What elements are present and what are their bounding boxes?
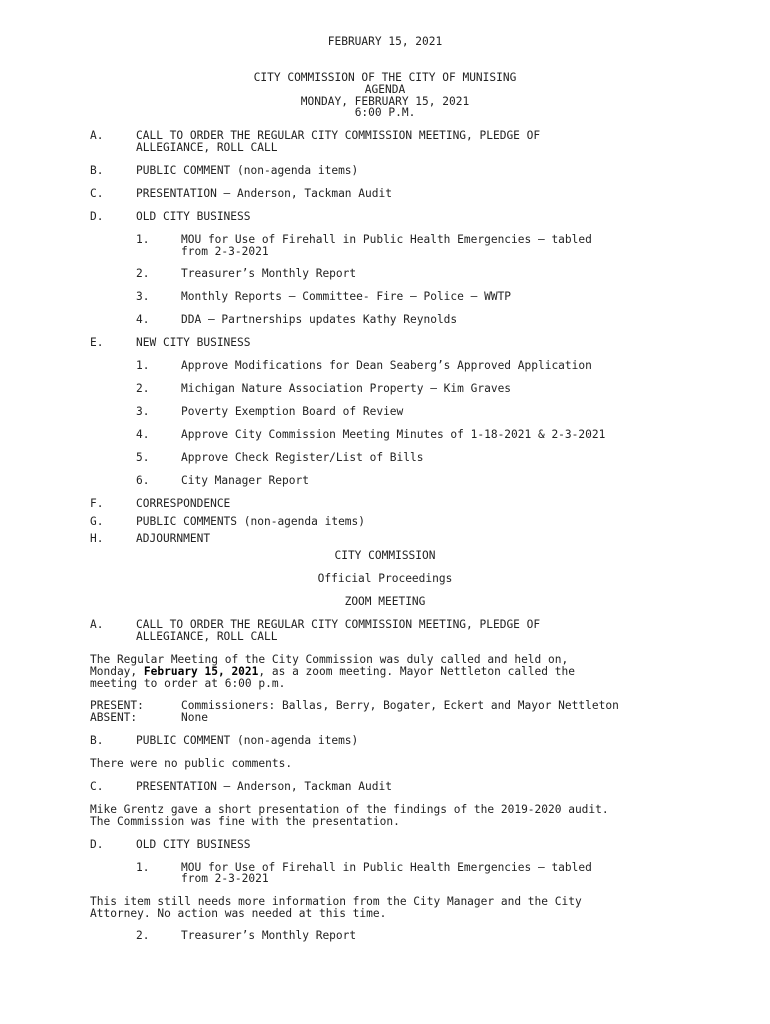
proc-b-text: There were no public comments. [90, 757, 293, 770]
agenda-d3-text: Monthly Reports – Committee- Fire – Police – WWTP [181, 290, 512, 303]
agenda-item-c: PRESENTATION – Anderson, Tackman Audit [136, 187, 392, 200]
agenda-e4-num: 4. [136, 428, 150, 441]
agenda-item-a-line1: CALL TO ORDER THE REGULAR CITY COMMISSION MEETING, PLEDGE OF [136, 129, 541, 142]
agenda-e2-text: Michigan Nature Association Property – Kim Graves [181, 382, 512, 395]
proc-d1-num: 1. [136, 861, 150, 874]
date-header: FEBRUARY 15, 2021 [327, 35, 443, 48]
agenda-header-title: AGENDA [364, 83, 406, 96]
agenda-d4-num: 4. [136, 313, 150, 326]
proc-letter-c: C. [90, 780, 104, 793]
proc-d1-text-line1: This item still needs more information from the City Manager and the City [90, 895, 582, 908]
proceedings-subtitle: Official Proceedings [317, 572, 453, 585]
proc-intro-day: Monday, [90, 665, 144, 678]
agenda-e1-num: 1. [136, 359, 150, 372]
proc-item-d: OLD CITY BUSINESS [136, 838, 251, 851]
roll-present-value: Commissioners: Ballas, Berry, Bogater, Eckert and Mayor Nettleton [181, 699, 619, 712]
agenda-e3-num: 3. [136, 405, 150, 418]
agenda-item-a-line2: ALLEGIANCE, ROLL CALL [136, 141, 278, 154]
agenda-item-h: ADJOURNMENT [136, 532, 211, 545]
agenda-header-date: MONDAY, FEBRUARY 15, 2021 [300, 95, 470, 108]
proc-item-c: PRESENTATION – Anderson, Tackman Audit [136, 780, 392, 793]
proc-intro-line1: The Regular Meeting of the City Commission was duly called and held on, [90, 653, 569, 666]
proc-d1-text-line2: Attorney. No action was needed at this time. [90, 907, 387, 920]
proc-d1-line2: from 2-3-2021 [181, 872, 269, 885]
agenda-header-city: CITY COMMISSION OF THE CITY OF MUNISING [253, 71, 517, 84]
agenda-item-d: OLD CITY BUSINESS [136, 210, 251, 223]
agenda-d2-num: 2. [136, 267, 150, 280]
proc-intro-line3: meeting to order at 6:00 p.m. [90, 677, 286, 690]
proceedings-meeting-type: ZOOM MEETING [344, 595, 426, 608]
proc-c-text-line1: Mike Grentz gave a short presentation of the findings of the 2019-2020 audit. [90, 803, 609, 816]
agenda-item-f: CORRESPONDENCE [136, 497, 231, 510]
proc-intro-rest: , as a zoom meeting. Mayor Nettleton called the [258, 665, 575, 678]
proc-item-b: PUBLIC COMMENT (non-agenda items) [136, 734, 359, 747]
proc-c-text-line2: The Commission was fine with the presentation. [90, 815, 400, 828]
agenda-letter-b: B. [90, 164, 104, 177]
agenda-e6-num: 6. [136, 474, 150, 487]
agenda-d1-line2: from 2-3-2021 [181, 245, 269, 258]
proc-letter-b: B. [90, 734, 104, 747]
agenda-item-e: NEW CITY BUSINESS [136, 336, 251, 349]
proc-letter-d: D. [90, 838, 104, 851]
agenda-e5-text: Approve Check Register/List of Bills [181, 451, 424, 464]
proceedings-title: CITY COMMISSION [334, 549, 436, 562]
agenda-d1-line1: MOU for Use of Firehall in Public Health Emergencies – tabled [181, 233, 592, 246]
agenda-e5-num: 5. [136, 451, 150, 464]
agenda-item-g: PUBLIC COMMENTS (non-agenda items) [136, 515, 366, 528]
agenda-e4-text: Approve City Commission Meeting Minutes of 1-18-2021 & 2-3-2021 [181, 428, 606, 441]
proc-intro-line2 [90, 666, 690, 678]
agenda-item-b: PUBLIC COMMENT (non-agenda items) [136, 164, 359, 177]
agenda-letter-h: H. [90, 532, 104, 545]
agenda-letter-a: A. [90, 129, 104, 142]
agenda-letter-e: E. [90, 336, 104, 349]
agenda-d1-num: 1. [136, 233, 150, 246]
proc-d2-num: 2. [136, 929, 150, 942]
proc-letter-a: A. [90, 618, 104, 631]
agenda-letter-c: C. [90, 187, 104, 200]
proc-item-a-line2: ALLEGIANCE, ROLL CALL [136, 630, 278, 643]
proc-d1-line1: MOU for Use of Firehall in Public Health Emergencies – tabled [181, 861, 592, 874]
agenda-d3-num: 3. [136, 290, 150, 303]
proc-intro-date: February 15, 2021 [143, 665, 259, 678]
agenda-e6-text: City Manager Report [181, 474, 309, 487]
roll-absent-value: None [181, 711, 208, 724]
roll-absent-label: ABSENT: [90, 711, 138, 724]
agenda-e2-num: 2. [136, 382, 150, 395]
agenda-letter-f: F. [90, 497, 104, 510]
agenda-header-time: 6:00 P.M. [354, 106, 416, 119]
agenda-e1-text: Approve Modifications for Dean Seaberg’s Approved Application [181, 359, 592, 372]
roll-present-label: PRESENT: [90, 699, 144, 712]
agenda-d2-text: Treasurer’s Monthly Report [181, 267, 357, 280]
agenda-e3-text: Poverty Exemption Board of Review [181, 405, 404, 418]
agenda-letter-d: D. [90, 210, 104, 223]
agenda-d4-text: DDA – Partnerships updates Kathy Reynolds [181, 313, 458, 326]
proc-item-a-line1: CALL TO ORDER THE REGULAR CITY COMMISSION MEETING, PLEDGE OF [136, 618, 541, 631]
proc-d2-text: Treasurer’s Monthly Report [181, 929, 357, 942]
agenda-letter-g: G. [90, 515, 104, 528]
